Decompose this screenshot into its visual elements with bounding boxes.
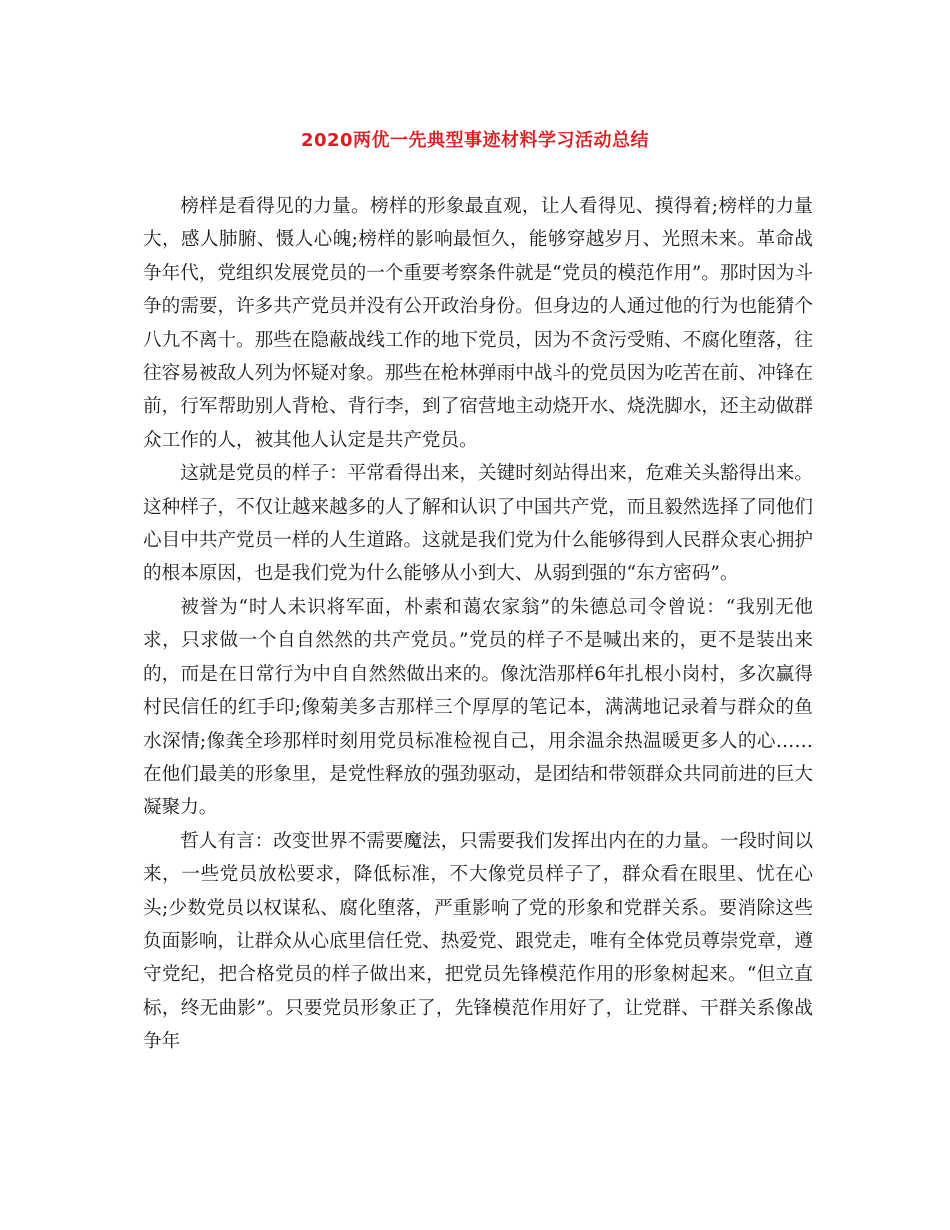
document-title: 2020两优一先典型事迹材料学习活动总结: [300, 130, 650, 151]
paragraph-3: 被誉为“时人未识将军面，朴素和蔼农家翁”的朱德总司令曾说：“我别无他求，只求做一个自自然然的共产党员。”党员的样子不是喊出来的，更不是装出来的，而是在日常行为中自自然然做出来的。像沈浩那样6年扎根小岗村，多次赢得村民信任的红手印;像菊美多吉那样三个厚厚的笔记本，满满地记录着与群众的鱼水深情;像龚全珍那样时刻用党员标准检视自己，用余温余热温暖更多人的心……在他们最美的形象里，是党性释放的强劲驱动，是团结和带领群众共同前进的巨大凝聚力。: [143, 596, 813, 819]
paragraph-4: 哲人有言：改变世界不需要魔法，只需要我们发挥出内在的力量。一段时间以来，一些党员放松要求，降低标准，不大像党员样子了，群众看在眼里、忧在心头;少数党员以权谋私、腐化堕落，严重影响了党的形象和党群关系。要消除这些负面影响，让群众从心底里信任党、热爱党、跟党走，唯有全体党员尊崇党章，遵守党纪，把合格党员的样子做出来，把党员先锋模范作用的形象树起来。“但立直标，终无曲影”。只要党员形象正了，先锋模范作用好了，让党群、干群关系像战争年: [143, 830, 813, 1053]
document-body: [143, 190, 813, 1059]
paragraph-1: 榜样是看得见的力量。榜样的形象最直观，让人看得见、摸得着;榜样的力量大，感人肺腑、慑人心魄;榜样的影响最恒久，能够穿越岁月、光照未来。革命战争年代，党组织发展党员的一个重要考察条件就是“党员的模范作用”。那时因为斗争的需要，许多共产党员并没有公开政治身份。但身边的人通过他的行为也能猜个八九不离十。那些在隐蔽战线工作的地下党员，因为不贪污受贿、不腐化堕落，往往容易被敌人列为怀疑对象。那些在枪林弹雨中战斗的党员因为吃苦在前、冲锋在前，行军帮助别人背枪、背行李，到了宿营地主动烧开水、烧洗脚水，还主动做群众工作的人，被其他人认定是共产党员。: [143, 196, 813, 451]
paragraph-2: 这就是党员的样子：平常看得出来，关键时刻站得出来，危难关头豁得出来。这种样子，不仅让越来越多的人了解和认识了中国共产党，而且毅然选择了同他们心目中共产党员一样的人生道路。这就是我们党为什么能够得到人民群众衷心拥护的根本原因，也是我们党为什么能够从小到大、从弱到强的“东方密码”。: [143, 463, 813, 585]
